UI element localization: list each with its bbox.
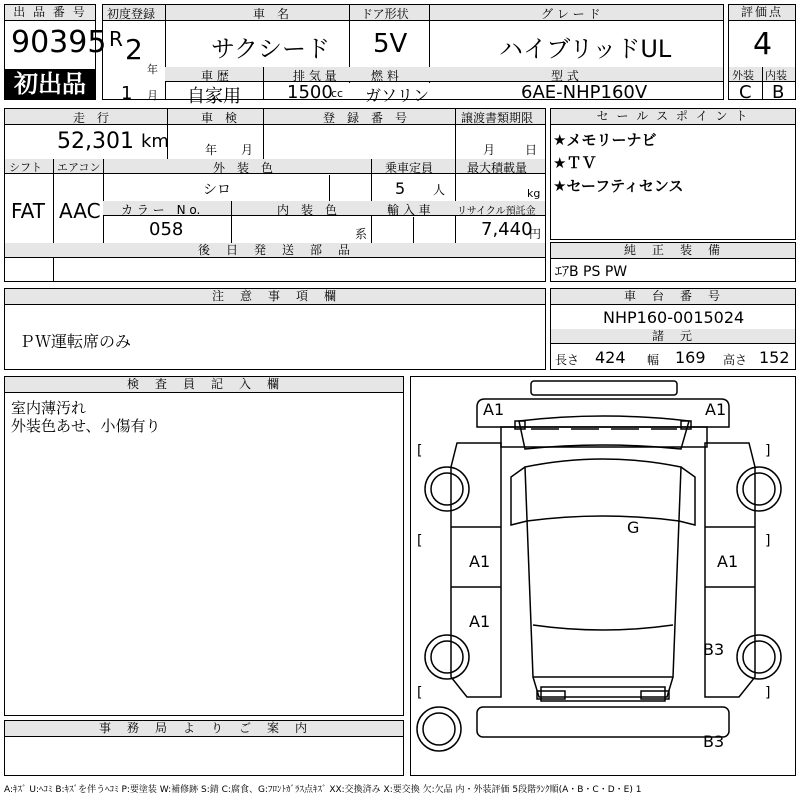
inspection-label: 車 検 xyxy=(201,111,238,125)
car-name: サクシード xyxy=(211,35,331,63)
width-label: 幅 xyxy=(647,353,660,367)
length-label: 長さ xyxy=(555,353,580,367)
fuel-label: 燃 料 xyxy=(371,69,399,83)
height-label: 高さ xyxy=(723,353,748,367)
ac-label: エアコン xyxy=(57,161,101,174)
fuel: ガソリン xyxy=(365,86,430,105)
yen-unit: 円 xyxy=(529,227,542,241)
exterior-label: 外装 xyxy=(732,69,754,82)
displacement-label: 排 気 量 xyxy=(293,69,337,83)
damage-mark: A1 xyxy=(717,552,739,571)
km-unit: km xyxy=(141,131,169,152)
inspection-month-unit: 月 xyxy=(241,143,254,157)
import-label: 輸 入 車 xyxy=(387,203,431,217)
lot-number: 90395 xyxy=(11,25,107,60)
inspector-label: 検 査 員 記 入 欄 xyxy=(5,377,403,393)
info-table xyxy=(4,108,546,282)
history: 自家用 xyxy=(187,86,241,107)
kei-unit: 系 xyxy=(355,227,368,241)
panel-bracket: ] xyxy=(765,685,771,701)
legend-text: A:ｷｽﾞ U:ﾍｺﾐ B:ｷｽﾞを伴うﾍｺﾐ P:要塗装 W:補修跡 S:錆 C:腐食、G:ﾌﾛﾝﾄｶﾞﾗｽ点ｷｽﾞ XX:交換済み X:要交換 欠:欠品 内・外装評価 5段階ﾗﾝｸ順(A・B・C・D・E) 1 xyxy=(4,785,642,795)
specs-label: 諸 元 xyxy=(551,329,795,344)
chassis-label: 車 台 番 号 xyxy=(551,289,795,305)
height: 152 xyxy=(759,348,790,367)
year-unit: 年 xyxy=(147,63,158,76)
lot-number-box xyxy=(4,4,107,100)
damage-mark: A1 xyxy=(469,612,491,631)
notes-text: ＰＷ運転席のみ xyxy=(19,332,132,351)
header-label-row xyxy=(103,5,723,21)
history-label: 車 歴 xyxy=(201,69,229,83)
damage-mark: A1 xyxy=(705,400,727,419)
door-type: 5V xyxy=(373,29,408,59)
spec-label-row xyxy=(165,67,723,82)
equipment-box xyxy=(550,242,796,282)
panel-bracket: [ xyxy=(417,533,423,549)
transfer-day: 日 xyxy=(525,143,538,157)
length: 424 xyxy=(595,348,626,367)
model-label: 型 式 xyxy=(551,69,579,83)
capacity-label: 乗車定員 xyxy=(385,161,434,175)
damage-mark: B3 xyxy=(703,732,725,751)
office-label: 事 務 局 よ り ご 案 内 xyxy=(5,721,403,737)
grade-label: グ レ ー ド xyxy=(541,7,601,21)
panel-bracket: ] xyxy=(765,443,771,459)
kg-unit: kg xyxy=(527,187,541,200)
displacement: 1500 xyxy=(287,82,333,103)
load-label: 最大積載量 xyxy=(467,161,528,175)
sales-points-box xyxy=(550,108,796,240)
recycle-fee: 7,440 xyxy=(481,219,533,240)
recycle-label: リサイクル預託金 xyxy=(457,206,536,217)
damage-mark: G xyxy=(627,518,640,537)
grade: ハイブリッドUL xyxy=(499,35,672,63)
sales-points-label: セ ー ル ス ポ イ ン ト xyxy=(551,109,795,125)
damage-diagram xyxy=(410,376,796,776)
interior-label: 内装 xyxy=(765,69,787,82)
reg-year: 2 xyxy=(125,33,143,66)
color-label: 外 装 色 xyxy=(213,161,274,175)
transfer-label: 譲渡書類期限 xyxy=(461,111,534,125)
chassis-number: NHP160-0015024 xyxy=(603,308,745,327)
lot-number-label: 出 品 番 号 xyxy=(5,5,95,21)
chassis-box xyxy=(550,288,796,370)
score-box xyxy=(728,4,796,103)
first-listing-badge: 初出品 xyxy=(5,69,95,99)
equipment: ｴｱB PS PW xyxy=(555,264,628,280)
color-no-label: カ ラ ー N o. xyxy=(121,203,201,217)
era: R xyxy=(109,27,123,51)
panel-bracket: [ xyxy=(417,443,423,459)
inspection-year-unit: 年 xyxy=(205,143,218,157)
office-box xyxy=(4,720,404,776)
interior-color-label: 内 装 色 xyxy=(277,203,338,217)
exterior-color: シロ xyxy=(203,182,231,198)
person-unit: 人 xyxy=(433,183,446,197)
score-label: 評価点 xyxy=(729,5,795,21)
transfer-month-unit: 月 xyxy=(483,143,496,157)
inspector-note: 外装色あせ、小傷有り xyxy=(11,417,161,435)
inspector-box xyxy=(4,376,404,716)
ac: AAC xyxy=(59,199,101,223)
panel-bracket: [ xyxy=(417,685,423,701)
sales-point: ★ＴＶ xyxy=(553,154,597,172)
car-name-label: 車 名 xyxy=(253,7,290,21)
sales-point: ★メモリーナビ xyxy=(553,131,657,149)
reg-month: 1 xyxy=(121,83,133,104)
sales-point: ★セーフティセンス xyxy=(553,177,684,195)
mileage: 52,301 xyxy=(57,129,134,154)
damage-mark: A1 xyxy=(483,400,505,419)
damage-mark: A1 xyxy=(469,552,491,571)
shift-label: シフト xyxy=(9,161,42,174)
notes-label: 注 意 事 項 欄 xyxy=(5,289,545,305)
notes-box xyxy=(4,288,546,370)
capacity: 5 xyxy=(395,179,406,198)
door-label: ドア形状 xyxy=(361,7,409,21)
car-outline-diagram xyxy=(411,377,795,775)
first-reg-label: 初度登録 xyxy=(107,7,156,21)
width: 169 xyxy=(675,348,706,367)
cc-unit: cc xyxy=(331,87,344,100)
mileage-label: 走 行 xyxy=(73,111,110,125)
panel-bracket: ] xyxy=(765,533,771,549)
vehicle-header xyxy=(102,4,724,107)
overall-score: 4 xyxy=(753,27,773,62)
color-number: 058 xyxy=(149,219,184,240)
interior-grade: B xyxy=(772,82,785,103)
equipment-label: 純 正 装 備 xyxy=(551,243,795,259)
shift: FAT xyxy=(11,199,46,223)
later-parts-label: 後 日 発 送 部 品 xyxy=(5,243,545,258)
month-unit: 月 xyxy=(147,89,158,102)
plate-label: 登 録 番 号 xyxy=(323,111,408,125)
model-code: 6AE-NHP160V xyxy=(521,82,648,103)
damage-mark: B3 xyxy=(703,640,725,659)
exterior-grade: C xyxy=(739,82,752,103)
inspector-note: 室内薄汚れ xyxy=(11,399,87,417)
